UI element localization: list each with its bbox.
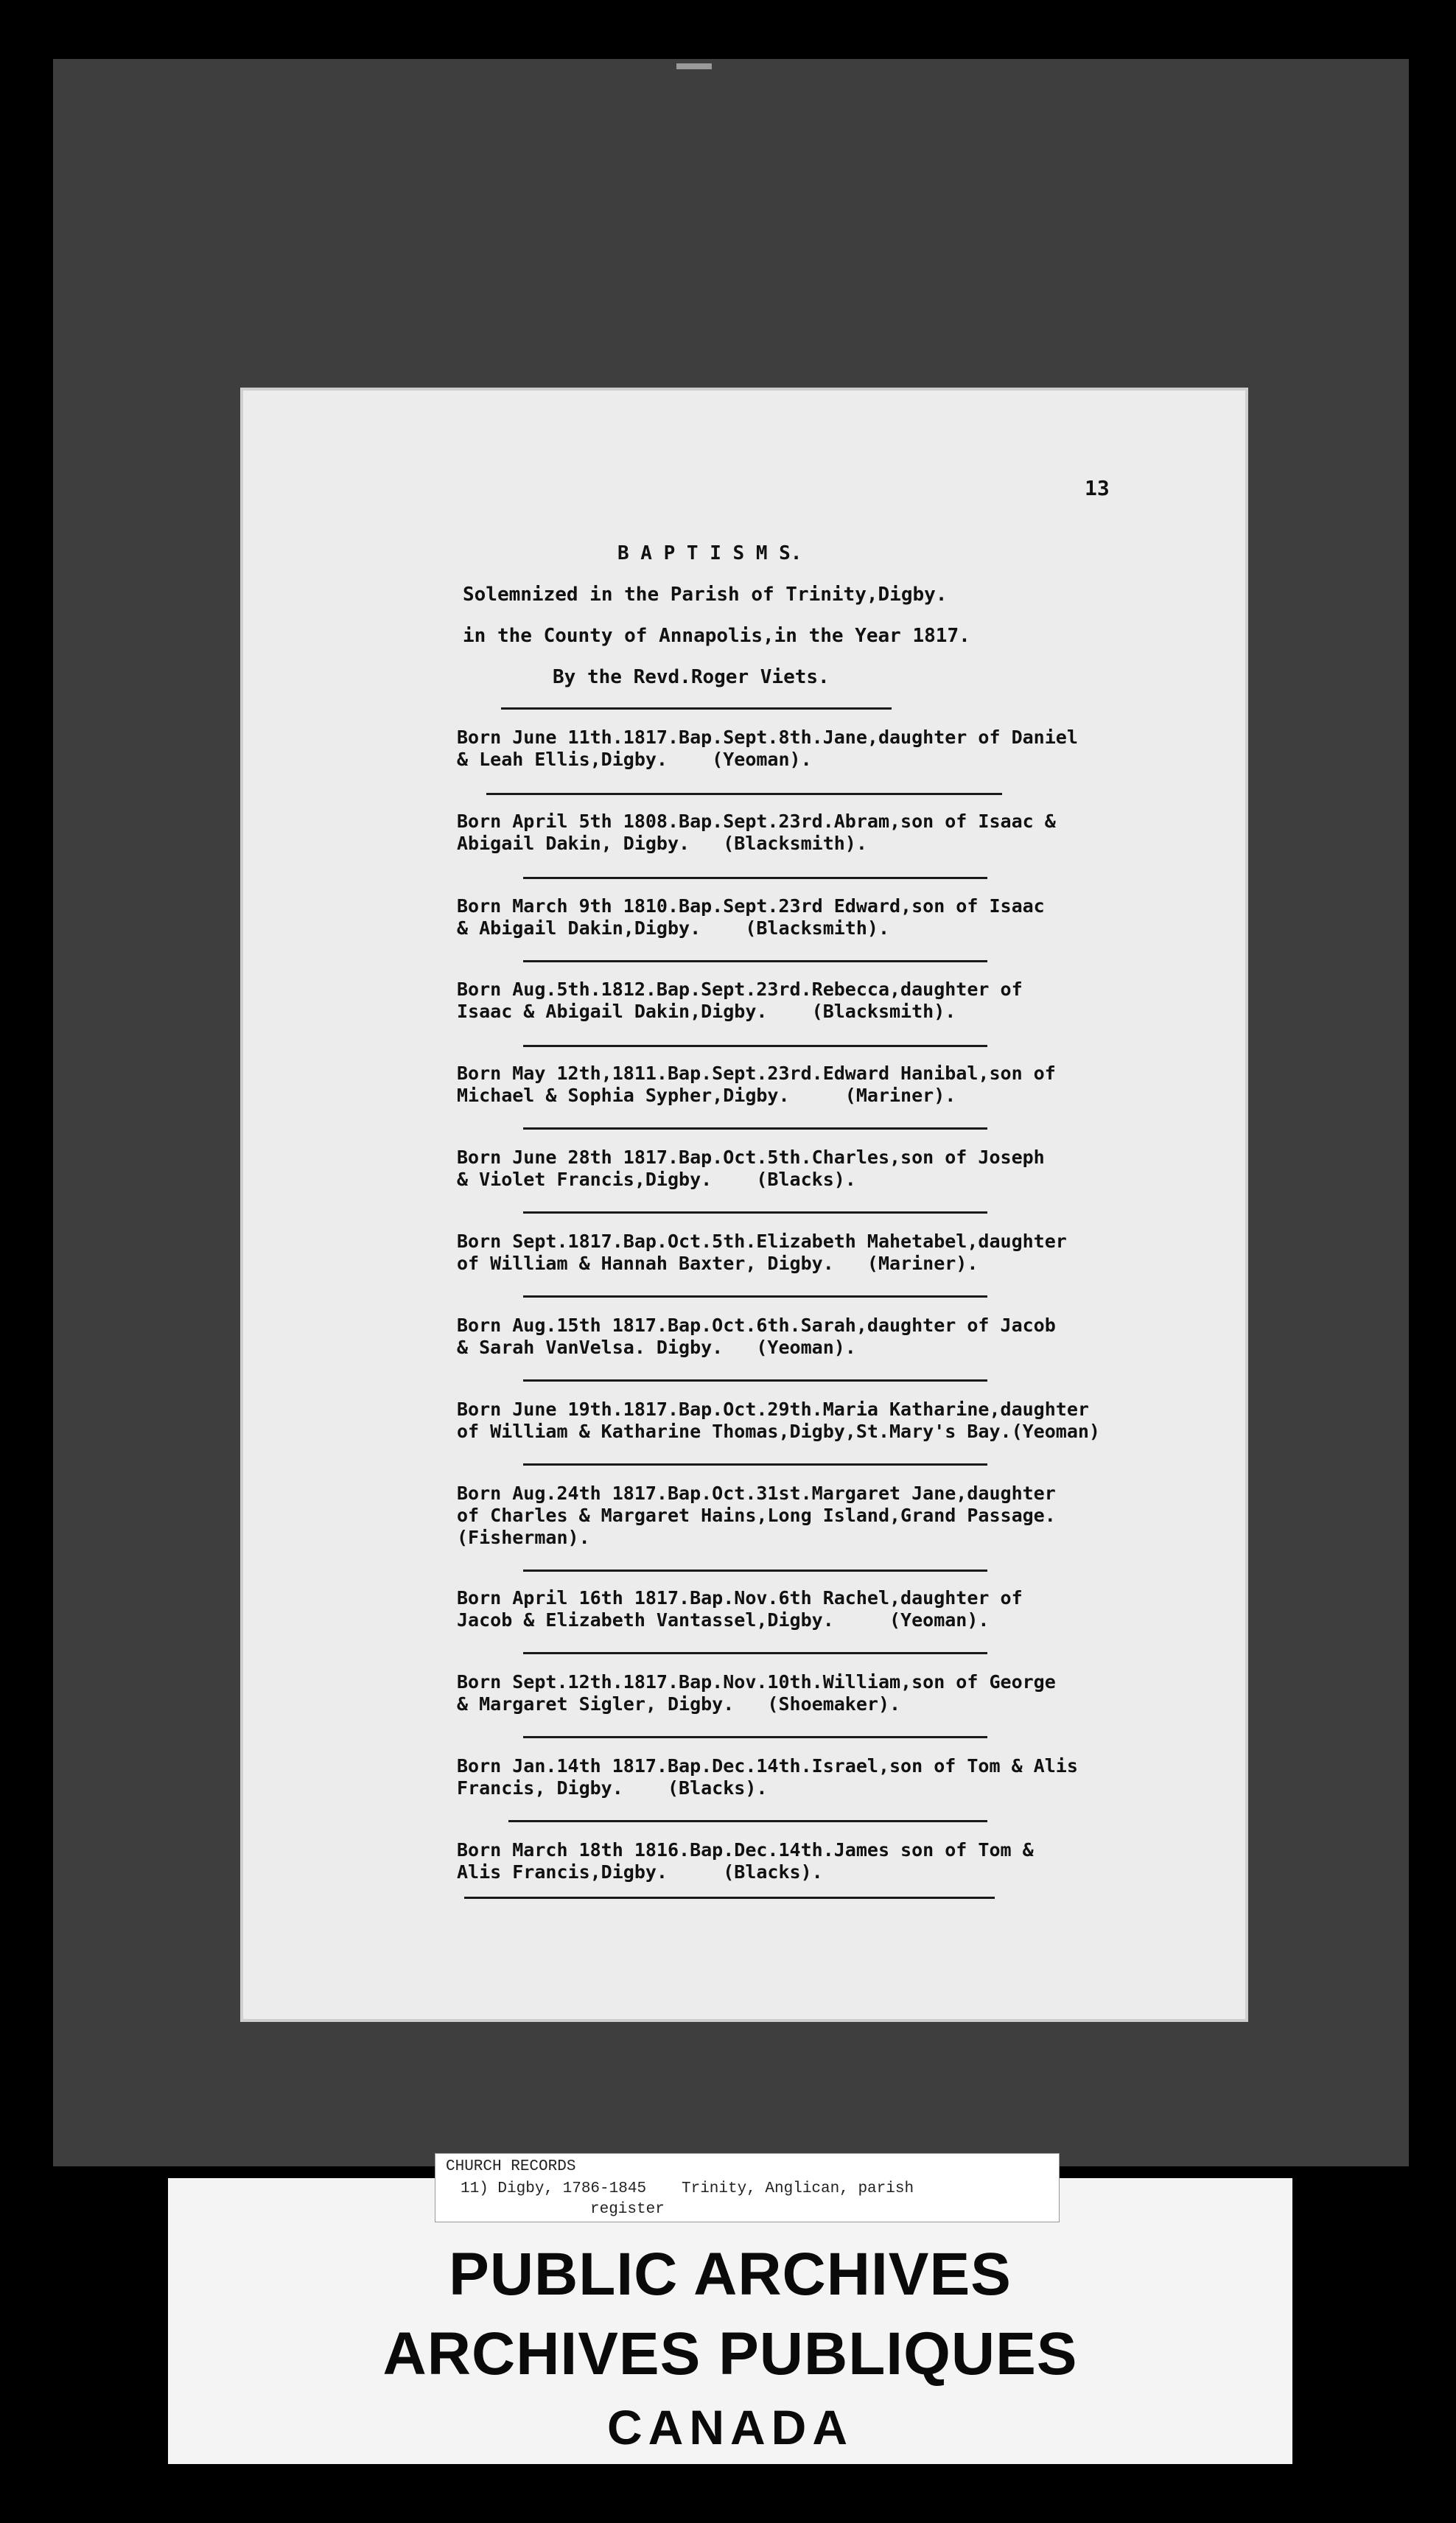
entry-line: & Margaret Sigler, Digby. (Shoemaker).	[457, 1693, 901, 1715]
archive-title-en: PUBLIC ARCHIVES	[449, 2241, 1012, 2308]
baptism-entry	[457, 979, 1238, 1023]
entry-rule	[523, 1652, 987, 1654]
entry-line: & Sarah VanVelsa. Digby. (Yeoman).	[457, 1337, 856, 1358]
page-number: 13	[1085, 476, 1110, 500]
entry-line: & Leah Ellis,Digby. (Yeoman).	[457, 749, 812, 770]
entry-line: of William & Katharine Thomas,Digby,St.Mary's Bay.(Yeoman)	[457, 1421, 1100, 1442]
entry-rule	[486, 793, 1002, 795]
entry-line: Born March 18th 1816.Bap.Dec.14th.James son of Tom &	[457, 1839, 1034, 1861]
baptism-entry	[457, 811, 1238, 855]
tag-description: Trinity, Anglican, parish	[682, 2180, 914, 2197]
entry-rule	[523, 960, 987, 962]
entry-rule	[523, 1045, 987, 1047]
entry-line: Born Aug.15th 1817.Bap.Oct.6th.Sarah,daughter of Jacob	[457, 1315, 1056, 1336]
header-rule	[501, 707, 892, 710]
index-tag	[435, 2153, 1060, 2222]
page-heading: B A P T I S M S.	[617, 542, 802, 564]
entry-line: Francis, Digby. (Blacks).	[457, 1777, 768, 1799]
entry-rule	[523, 1127, 987, 1130]
tag-reel: 11) Digby, 1786-1845	[461, 2180, 647, 2197]
baptism-entry	[457, 1587, 1238, 1631]
entry-line: & Violet Francis,Digby. (Blacks).	[457, 1169, 856, 1190]
entry-line: (Fisherman).	[457, 1527, 590, 1548]
entry-line: Born March 9th 1810.Bap.Sept.23rd Edward,son of Isaac	[457, 895, 1045, 917]
baptism-entry	[457, 1231, 1238, 1275]
archive-country: CANADA	[607, 2400, 853, 2454]
entry-line: Born Sept.12th.1817.Bap.Nov.10th.William,son of George	[457, 1671, 1056, 1693]
entry-line: Born June 11th.1817.Bap.Sept.8th.Jane,daughter of Daniel	[457, 727, 1078, 748]
entry-rule	[523, 1295, 987, 1298]
entry-line: Abigail Dakin, Digby. (Blacksmith).	[457, 833, 867, 854]
entry-line: Born Jan.14th 1817.Bap.Dec.14th.Israel,son of Tom & Alis	[457, 1755, 1078, 1777]
entry-line: Born Aug.5th.1812.Bap.Sept.23rd.Rebecca,daughter of	[457, 979, 1023, 1000]
baptism-entry	[457, 1671, 1238, 1715]
entry-line: Born June 19th.1817.Bap.Oct.29th.Maria Katharine,daughter	[457, 1399, 1089, 1420]
baptism-entry	[457, 1399, 1238, 1443]
mount-mark	[676, 63, 712, 69]
subheading-line-1: Solemnized in the Parish of Trinity,Digby.	[463, 584, 948, 606]
entry-rule	[464, 1897, 995, 1899]
register-page	[243, 391, 1245, 2019]
entry-line: Born April 5th 1808.Bap.Sept.23rd.Abram,son of Isaac &	[457, 811, 1056, 832]
entry-line: Jacob & Elizabeth Vantassel,Digby. (Yeoman).	[457, 1609, 990, 1631]
tag-category: CHURCH RECORDS	[446, 2158, 576, 2175]
entry-rule	[523, 1379, 987, 1382]
subheading-line-3: By the Revd.Roger Viets.	[553, 666, 830, 688]
entry-line: of William & Hannah Baxter, Digby. (Mariner).	[457, 1253, 979, 1274]
entry-line: Born May 12th,1811.Bap.Sept.23rd.Edward Hanibal,son of	[457, 1063, 1056, 1084]
entry-rule	[523, 1570, 987, 1572]
entry-line: Isaac & Abigail Dakin,Digby. (Blacksmith).	[457, 1001, 956, 1022]
baptism-entry	[457, 1315, 1238, 1359]
entry-rule	[523, 877, 987, 879]
entry-line: Born Aug.24th 1817.Bap.Oct.31st.Margaret Jane,daughter	[457, 1483, 1056, 1504]
baptism-entry	[457, 1147, 1238, 1191]
baptism-entry	[457, 1839, 1238, 1883]
baptism-entry	[457, 1755, 1238, 1799]
entry-rule	[508, 1820, 987, 1822]
entry-rule	[523, 1211, 987, 1214]
baptism-entry	[457, 1483, 1238, 1549]
entry-rule	[523, 1736, 987, 1738]
entry-line: Born Sept.1817.Bap.Oct.5th.Elizabeth Mahetabel,daughter	[457, 1231, 1067, 1252]
tag-description-cont: register	[590, 2201, 665, 2218]
entry-line: Michael & Sophia Sypher,Digby. (Mariner).	[457, 1085, 956, 1106]
archive-title-fr: ARCHIVES PUBLIQUES	[382, 2320, 1078, 2387]
entry-line: Born June 28th 1817.Bap.Oct.5th.Charles,son of Joseph	[457, 1147, 1045, 1168]
baptism-entry	[457, 1063, 1238, 1107]
entry-line: Born April 16th 1817.Bap.Nov.6th Rachel,daughter of	[457, 1587, 1023, 1609]
entry-rule	[523, 1463, 987, 1466]
baptism-entry	[457, 895, 1238, 939]
baptism-entry	[457, 727, 1238, 771]
entry-line: Alis Francis,Digby. (Blacks).	[457, 1861, 823, 1883]
entry-line: of Charles & Margaret Hains,Long Island,Grand Passage.	[457, 1505, 1056, 1526]
entry-line: & Abigail Dakin,Digby. (Blacksmith).	[457, 917, 889, 939]
subheading-line-2: in the County of Annapolis,in the Year 1817.	[463, 625, 970, 647]
